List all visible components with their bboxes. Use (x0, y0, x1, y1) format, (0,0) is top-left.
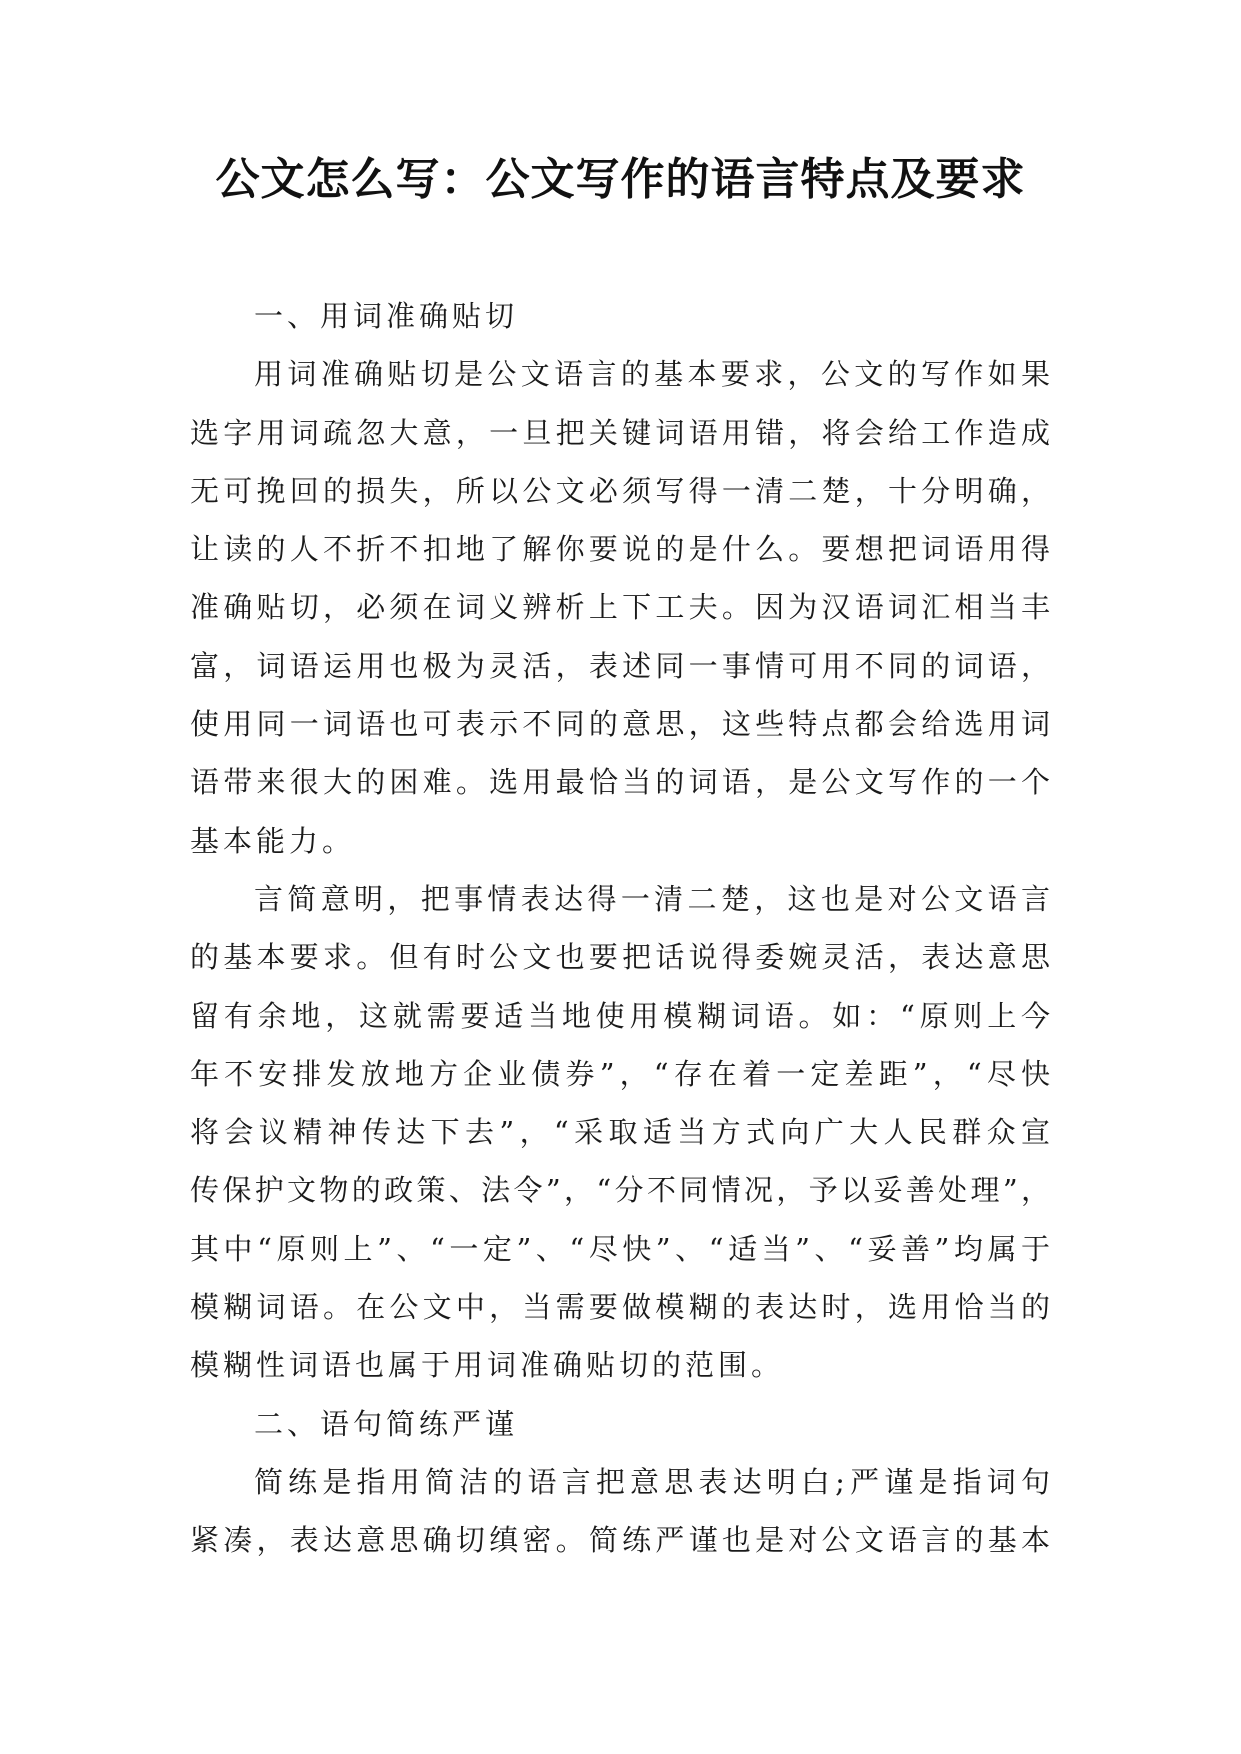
paragraph-line: 其中“原则上”、“一定”、“尽快”、“适当”、“妥善”均属于 (190, 1231, 1050, 1266)
paragraph-line: 简练是指用简洁的语言把意思表达明白;严谨是指词句 (254, 1464, 1050, 1499)
paragraph-line: 准确贴切，必须在词义辨析上下工夫。因为汉语词汇相当丰 (190, 590, 1050, 625)
paragraph-line: 语带来很大的困难。选用最恰当的词语，是公文写作的一个 (190, 765, 1050, 800)
paragraph-line: 富，词语运用也极为灵活，表述同一事情可用不同的词语， (190, 648, 1050, 683)
document-title: 公文怎么写：公文写作的语言特点及要求 (215, 154, 1026, 205)
paragraph-line: 紧凑，表达意思确切缜密。简练严谨也是对公文语言的基本 (190, 1523, 1050, 1558)
section-heading-2: 二、语句简练严谨 (254, 1406, 519, 1441)
paragraph-line: 用词准确贴切是公文语言的基本要求，公文的写作如果 (254, 357, 1050, 392)
paragraph-line: 留有余地，这就需要适当地使用模糊词语。如：“原则上今 (190, 998, 1050, 1033)
paragraph-line: 模糊词语。在公文中，当需要做模糊的表达时，选用恰当的 (190, 1290, 1050, 1325)
section-heading-1: 一、用词准确贴切 (254, 299, 519, 333)
paragraph-line: 选字用词疏忽大意，一旦把关键词语用错，将会给工作造成 (190, 415, 1050, 450)
paragraph-line: 言简意明，把事情表达得一清二楚，这也是对公文语言 (254, 881, 1050, 916)
document-body (190, 287, 1050, 1570)
paragraph-line: 将会议精神传达下去”，“采取适当方式向广大人民群众宣 (190, 1115, 1050, 1150)
paragraph-line: 模糊性词语也属于用词准确贴切的范围。 (190, 1348, 785, 1383)
paragraph-line: 基本能力。 (190, 823, 356, 858)
paragraph-line: 使用同一词语也可表示不同的意思，这些特点都会给选用词 (190, 707, 1050, 742)
paragraph-line: 年不安排发放地方企业债券”，“存在着一定差距”，“尽快 (190, 1056, 1050, 1091)
paragraph-line: 无可挽回的损失，所以公文必须写得一清二楚，十分明确， (190, 473, 1050, 508)
paragraph-line: 传保护文物的政策、法令”，“分不同情况，予以妥善处理”， (190, 1173, 1050, 1208)
paragraph-line: 让读的人不折不扣地了解你要说的是什么。要想把词语用得 (190, 532, 1050, 567)
paragraph-line: 的基本要求。但有时公文也要把话说得委婉灵活，表达意思 (190, 940, 1050, 975)
